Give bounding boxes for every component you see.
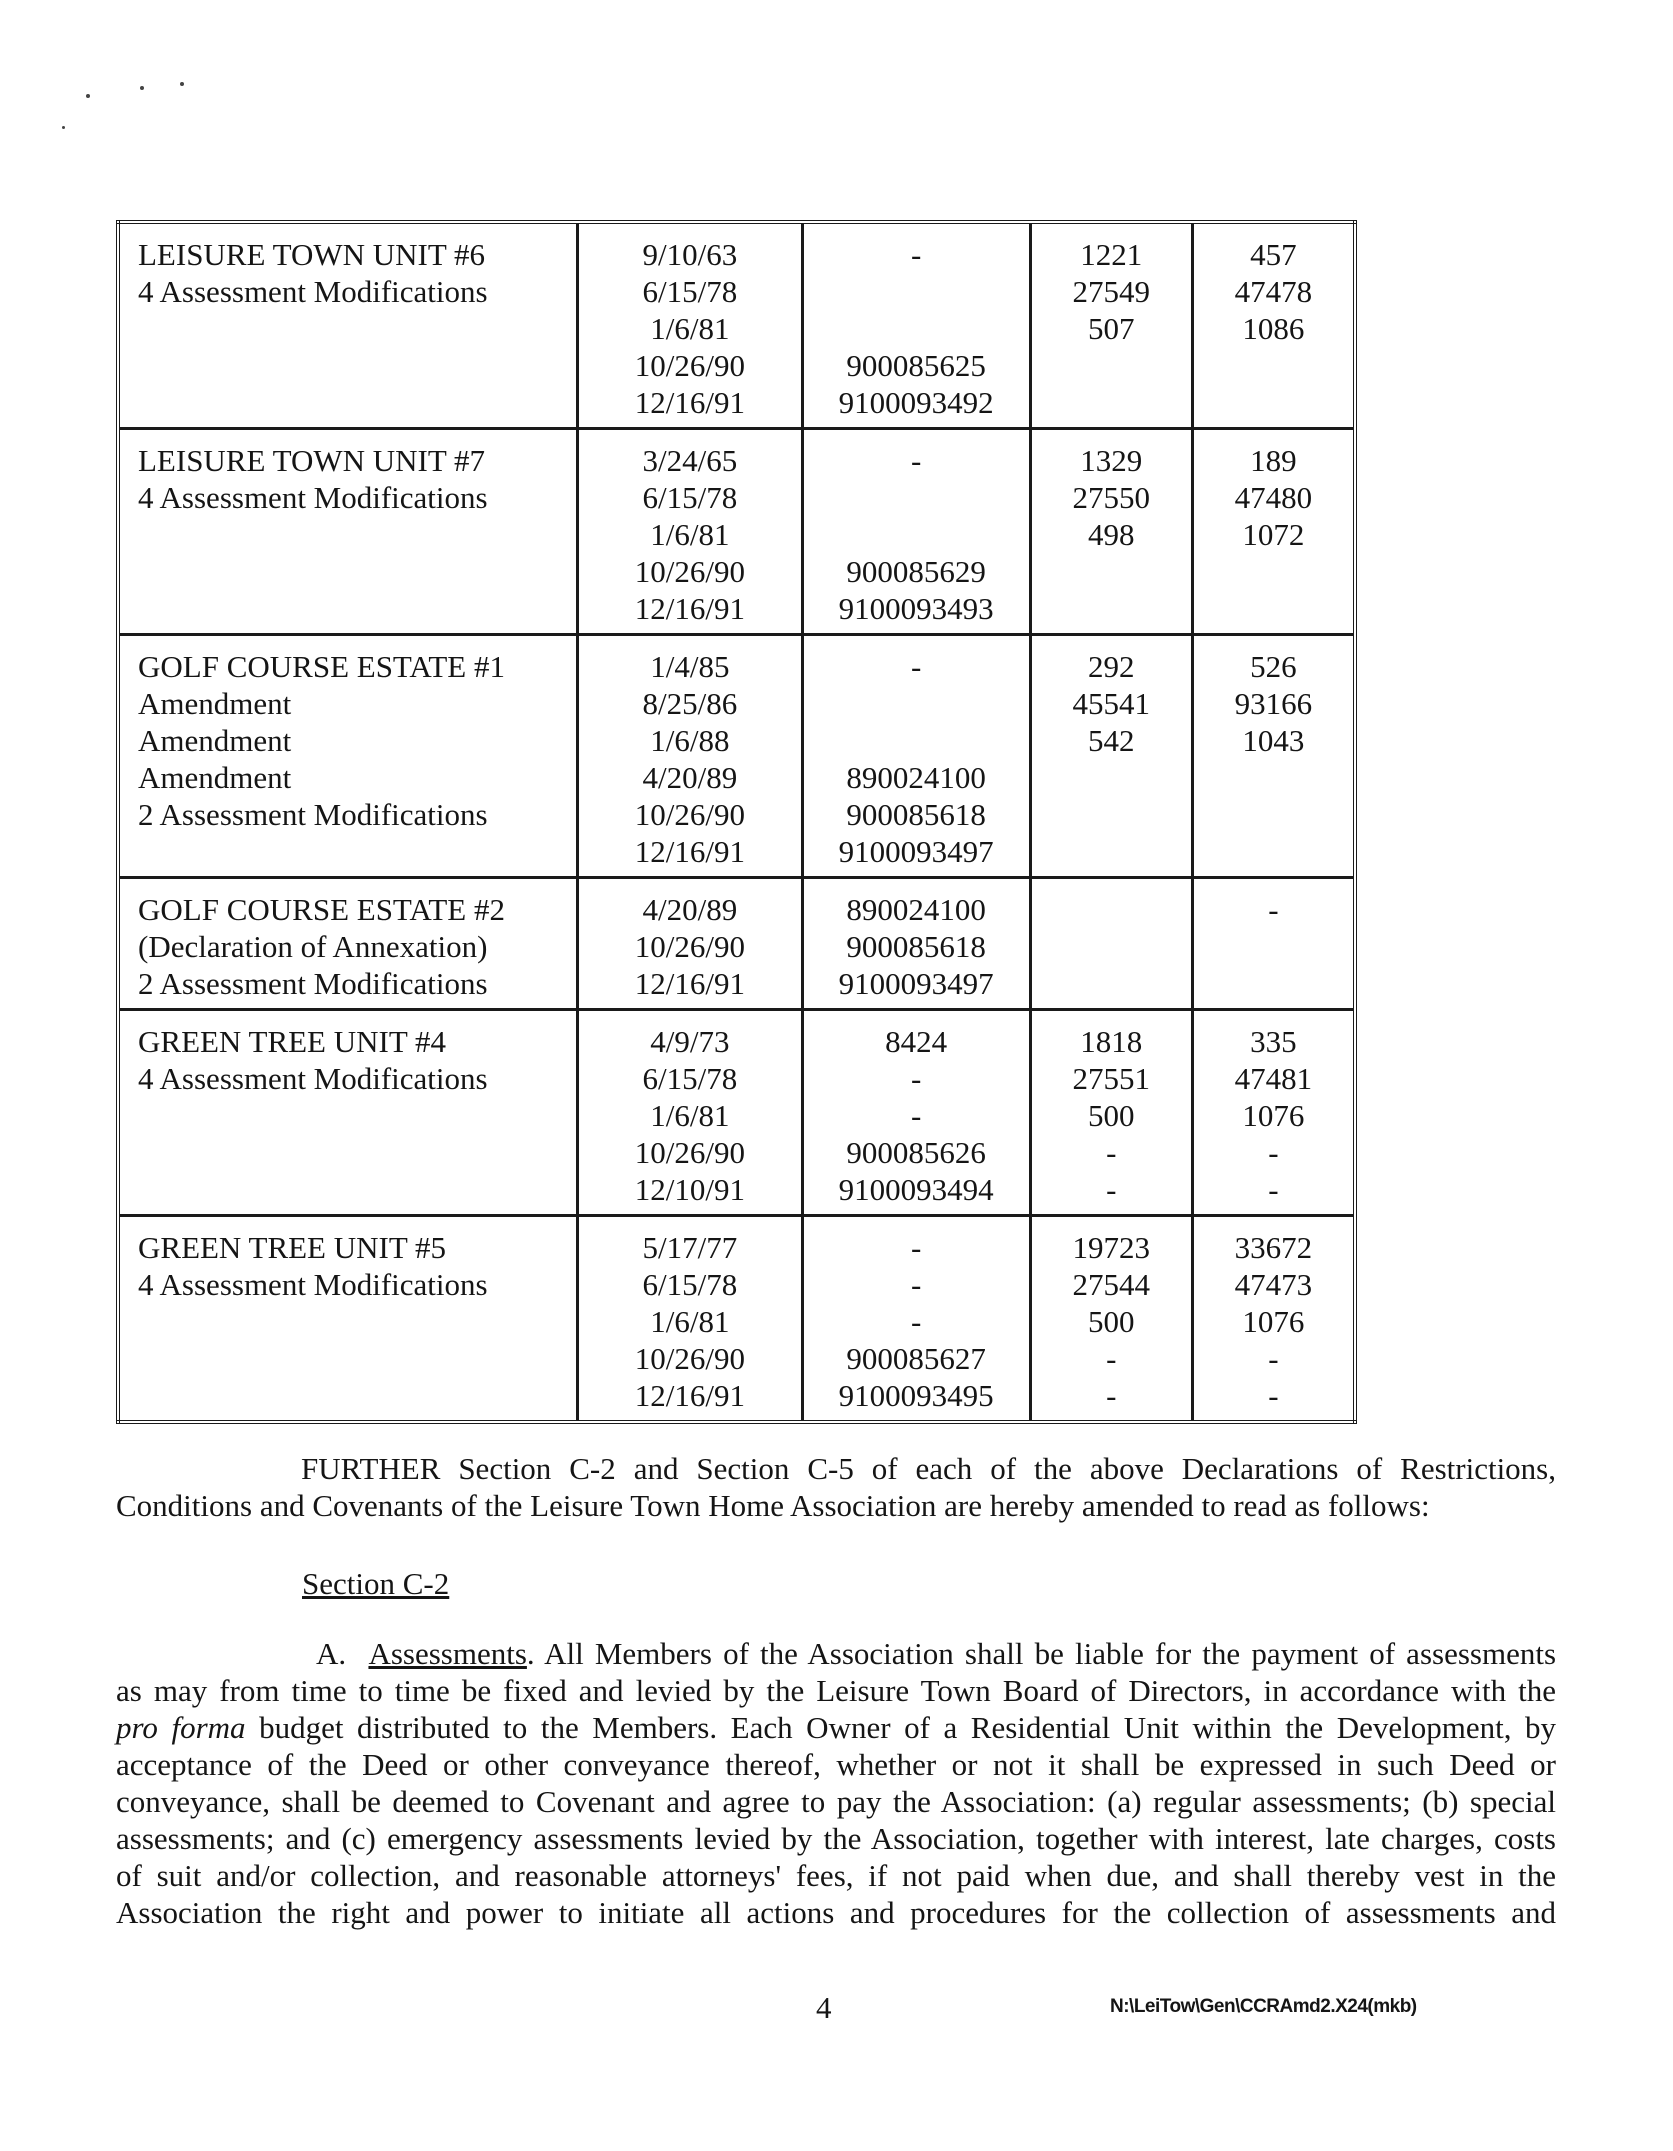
entry-name-cell — [118, 1216, 578, 1423]
book-number — [1042, 347, 1181, 384]
page-number-entry: - — [1268, 892, 1279, 927]
recording-date: 1/4/85 — [650, 649, 730, 684]
recording-date-cell — [578, 222, 802, 429]
scan-speck — [86, 94, 90, 98]
recording-date: 1/6/81 — [650, 311, 730, 346]
instrument-number — [814, 722, 1019, 759]
recording-date: 6/15/78 — [642, 1061, 738, 1096]
section-heading: Section C-2 — [302, 1566, 450, 1601]
book-number: 507 — [1088, 311, 1135, 346]
table-row — [118, 1216, 1355, 1423]
entry-name-line: Amendment — [138, 723, 292, 758]
page-number-entry — [1204, 965, 1343, 1002]
page-number-entry — [1204, 759, 1343, 796]
book-number: 1221 — [1080, 237, 1143, 272]
instrument-number-cell — [802, 1010, 1030, 1216]
page-number-entry: 47480 — [1234, 480, 1313, 515]
recording-date: 10/26/90 — [634, 1341, 745, 1376]
page-number-entry: 47481 — [1234, 1061, 1313, 1096]
page-number-entry — [1204, 796, 1343, 833]
book-number: 500 — [1088, 1098, 1135, 1133]
assessments-title: Assessments — [368, 1636, 527, 1671]
instrument-number: 900085625 — [846, 348, 986, 383]
assessments-line-2: as may from time to time be fixed and levied by the Leisure Town Board of Directors, in accordance with the — [116, 1673, 1556, 1708]
book-number — [1042, 759, 1181, 796]
recording-date: 1/6/88 — [650, 723, 730, 758]
book-number: 542 — [1088, 723, 1135, 758]
recording-date: 10/26/90 — [634, 554, 745, 589]
page-number-entry: 1072 — [1242, 517, 1305, 552]
book-cell — [1030, 222, 1192, 429]
instrument-number: - — [910, 237, 922, 272]
page-number-entry: 1086 — [1242, 311, 1305, 346]
entry-name-cell — [118, 1010, 578, 1216]
table-row — [118, 1010, 1355, 1216]
page-number-entry — [1204, 347, 1343, 384]
instrument-number: 900085618 — [846, 929, 986, 964]
recording-date-cell — [578, 429, 802, 635]
instrument-number-cell — [802, 429, 1030, 635]
file-path: N:\LeiTow\Gen\CCRAmd2.X24(mkb) — [1110, 1996, 1417, 2017]
instrument-number: - — [910, 1098, 922, 1133]
entry-name-line: (Declaration of Annexation) — [138, 929, 488, 964]
recording-date: 4/9/73 — [650, 1024, 730, 1059]
recording-date: 10/26/90 — [634, 797, 745, 832]
book-number: 45541 — [1072, 686, 1151, 721]
instrument-number — [814, 273, 1019, 310]
book-cell — [1030, 429, 1192, 635]
page-number-entry: 1076 — [1242, 1304, 1305, 1339]
recording-date: 8/25/86 — [642, 686, 738, 721]
recording-date: 3/24/65 — [642, 443, 738, 478]
entry-name-cell — [118, 429, 578, 635]
book-number: 27549 — [1072, 274, 1151, 309]
recording-date: 12/16/91 — [634, 591, 745, 626]
instrument-number: 9100093497 — [838, 834, 994, 869]
instrument-number: - — [910, 1304, 922, 1339]
book-number: - — [1106, 1341, 1117, 1376]
page-number-entry: - — [1268, 1378, 1279, 1413]
recording-date: 10/26/90 — [634, 1135, 745, 1170]
book-number: - — [1106, 1172, 1117, 1207]
entry-name-line: GREEN TREE UNIT #5 — [138, 1230, 446, 1265]
recording-date: 10/26/90 — [634, 348, 745, 383]
recording-date-cell — [578, 1010, 802, 1216]
book-number — [1042, 965, 1181, 1002]
entry-name-line: GOLF COURSE ESTATE #2 — [138, 892, 505, 927]
book-number: - — [1106, 1135, 1117, 1170]
page-number: 4 — [816, 1990, 832, 2025]
entry-name-line: GREEN TREE UNIT #4 — [138, 1024, 446, 1059]
instrument-number: 8424 — [885, 1024, 948, 1059]
page-number-entry: 47473 — [1234, 1267, 1313, 1302]
pro-forma-term: pro forma — [116, 1710, 246, 1745]
page-number-entry: 1076 — [1242, 1098, 1305, 1133]
scan-speck — [140, 86, 144, 90]
book-number: 498 — [1088, 517, 1135, 552]
recording-date: 12/16/91 — [634, 834, 745, 869]
page-number-entry: 335 — [1250, 1024, 1297, 1059]
recording-date: 1/6/81 — [650, 1098, 730, 1133]
assessments-line-8: Association the right and power to initiate all actions and procedures for the collection of assessments and — [116, 1895, 1556, 1930]
assessments-line-4: acceptance of the Deed or other conveyance thereof, whether or not it shall be expressed in such Deed or — [116, 1747, 1556, 1782]
recording-date: 1/6/81 — [650, 1304, 730, 1339]
entry-name-line: Amendment — [138, 686, 292, 721]
instrument-number — [814, 516, 1019, 553]
recording-date: 12/16/91 — [634, 385, 745, 420]
book-number: 19723 — [1072, 1230, 1151, 1265]
book-number: 292 — [1088, 649, 1135, 684]
book-number: 27550 — [1072, 480, 1151, 515]
page-cell — [1192, 222, 1355, 429]
recording-date: 12/16/91 — [634, 966, 745, 1001]
instrument-number: 9100093493 — [838, 591, 994, 626]
recording-date: 9/10/63 — [642, 237, 738, 272]
instrument-number: 900085626 — [846, 1135, 986, 1170]
recording-date: 12/16/91 — [634, 1378, 745, 1413]
instrument-number — [814, 310, 1019, 347]
instrument-number-cell — [802, 635, 1030, 878]
book-number — [1042, 928, 1181, 965]
assessments-line-3-text: budget distributed to the Members. Each Owner of a Residential Unit within the Development, by — [245, 1710, 1556, 1745]
page-number-entry: - — [1268, 1341, 1279, 1376]
entry-name-line: Amendment — [138, 760, 292, 795]
entry-name-line: 4 Assessment Modifications — [138, 1061, 488, 1096]
recording-date: 6/15/78 — [642, 480, 738, 515]
book-number — [1042, 796, 1181, 833]
table-row — [118, 222, 1355, 429]
instrument-number: 900085629 — [846, 554, 986, 589]
scan-speck — [62, 126, 65, 129]
page-number-entry: - — [1268, 1135, 1279, 1170]
page-number-entry: 526 — [1250, 649, 1297, 684]
book-number: 1818 — [1080, 1024, 1143, 1059]
recording-date: 10/26/90 — [634, 929, 745, 964]
page-number-entry: - — [1268, 1172, 1279, 1207]
table-row — [118, 635, 1355, 878]
book-number: 27544 — [1072, 1267, 1151, 1302]
entry-name-line: GOLF COURSE ESTATE #1 — [138, 649, 505, 684]
page-number-entry — [1204, 553, 1343, 590]
book-number — [1042, 833, 1181, 870]
book-number: 500 — [1088, 1304, 1135, 1339]
book-number: 27551 — [1072, 1061, 1151, 1096]
recording-date-cell — [578, 635, 802, 878]
page-number-entry — [1204, 590, 1343, 627]
assessments-line-5: conveyance, shall be deemed to Covenant and agree to pay the Association: (a) regular assessments; (b) special — [116, 1784, 1556, 1819]
instrument-number: 900085627 — [846, 1341, 986, 1376]
book-number — [1042, 553, 1181, 590]
instrument-number — [814, 685, 1019, 722]
instrument-number: 900085618 — [846, 797, 986, 832]
page-number-entry: 33672 — [1234, 1230, 1313, 1265]
book-number — [1042, 891, 1181, 928]
recording-date: 6/15/78 — [642, 1267, 738, 1302]
book-cell — [1030, 1216, 1192, 1423]
entry-name-line: LEISURE TOWN UNIT #6 — [138, 237, 486, 272]
further-line-2: Conditions and Covenants of the Leisure Town Home Association are hereby amended to read as follows: — [116, 1488, 1430, 1523]
recording-date: 5/17/77 — [642, 1230, 738, 1265]
page-number-entry: 93166 — [1234, 686, 1313, 721]
further-paragraph — [116, 1450, 1556, 1524]
scan-speck — [180, 82, 184, 86]
book-number: - — [1106, 1378, 1117, 1413]
instrument-number: 9100093497 — [838, 966, 994, 1001]
entry-name-line: 4 Assessment Modifications — [138, 274, 488, 309]
instrument-number: 890024100 — [846, 760, 986, 795]
recording-date: 1/6/81 — [650, 517, 730, 552]
assessments-paragraph — [116, 1635, 1556, 1931]
assessments-line-3 — [116, 1709, 1556, 1746]
instrument-number: - — [910, 1267, 922, 1302]
page-cell — [1192, 635, 1355, 878]
instrument-number: 9100093495 — [838, 1378, 994, 1413]
page-number-entry: 1043 — [1242, 723, 1305, 758]
page-cell — [1192, 429, 1355, 635]
page-cell — [1192, 1010, 1355, 1216]
book-cell — [1030, 878, 1192, 1010]
instrument-number: - — [910, 1230, 922, 1265]
instrument-number: 9100093492 — [838, 385, 994, 420]
instrument-number-cell — [802, 222, 1030, 429]
recording-date: 12/10/91 — [634, 1172, 745, 1207]
assessments-line-7: of suit and/or collection, and reasonable attorneys' fees, if not paid when due, and shall thereby vest in the — [116, 1858, 1556, 1893]
instrument-number: 9100093494 — [838, 1172, 994, 1207]
assessments-line-1 — [116, 1635, 1556, 1672]
instrument-number: - — [910, 1061, 922, 1096]
records-table-body — [118, 222, 1355, 1422]
assessments-line-1-text: . All Members of the Association shall be liable for the payment of assessments — [526, 1636, 1557, 1671]
entry-name-line: 2 Assessment Modifications — [138, 966, 488, 1001]
instrument-number: 890024100 — [846, 892, 986, 927]
table-row — [118, 878, 1355, 1010]
page-number-entry: 457 — [1250, 237, 1297, 272]
entry-name-line: 4 Assessment Modifications — [138, 480, 488, 515]
book-cell — [1030, 1010, 1192, 1216]
recorded-documents-table — [116, 220, 1357, 1424]
book-number: 1329 — [1080, 443, 1143, 478]
instrument-number — [814, 479, 1019, 516]
recording-date: 4/20/89 — [642, 760, 738, 795]
entry-name-cell — [118, 635, 578, 878]
instrument-number-cell — [802, 1216, 1030, 1423]
further-line-1: FURTHER Section C-2 and Section C-5 of each of the above Declarations of Restrictions, — [301, 1451, 1556, 1486]
page-number-entry — [1204, 833, 1343, 870]
page-number-entry — [1204, 928, 1343, 965]
recording-date: 4/20/89 — [642, 892, 738, 927]
entry-name-line: 4 Assessment Modifications — [138, 1267, 488, 1302]
entry-name-line: LEISURE TOWN UNIT #7 — [138, 443, 486, 478]
instrument-number: - — [910, 443, 922, 478]
page-number-entry: 189 — [1250, 443, 1297, 478]
instrument-number-cell — [802, 878, 1030, 1010]
book-number — [1042, 384, 1181, 421]
instrument-number: - — [910, 649, 922, 684]
assessments-line-6: assessments; and (c) emergency assessments levied by the Association, together with interest, late charges, costs — [116, 1821, 1556, 1856]
page-number-entry: 47478 — [1234, 274, 1313, 309]
book-number — [1042, 590, 1181, 627]
page-cell — [1192, 1216, 1355, 1423]
assessments-label: A. — [316, 1636, 347, 1671]
table-row — [118, 429, 1355, 635]
book-cell — [1030, 635, 1192, 878]
page-cell — [1192, 878, 1355, 1010]
recording-date-cell — [578, 1216, 802, 1423]
entry-name-cell — [118, 222, 578, 429]
recording-date-cell — [578, 878, 802, 1010]
recording-date: 6/15/78 — [642, 274, 738, 309]
page-number-entry — [1204, 384, 1343, 421]
entry-name-cell — [118, 878, 578, 1010]
entry-name-line: 2 Assessment Modifications — [138, 797, 488, 832]
